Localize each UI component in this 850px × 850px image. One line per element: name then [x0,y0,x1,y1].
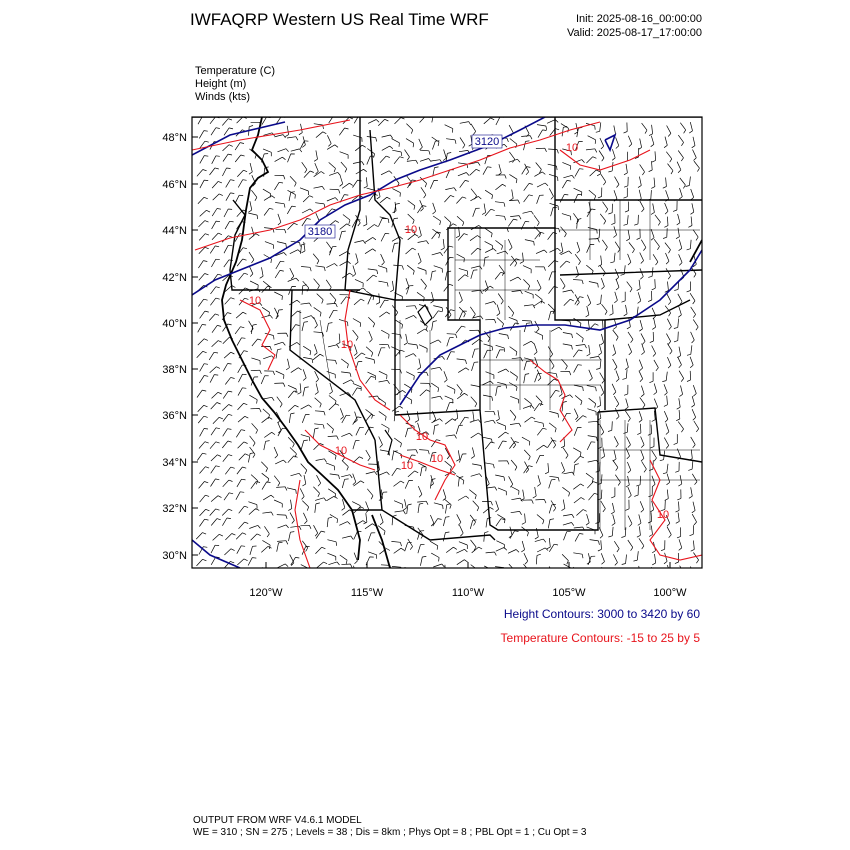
lat-tick-label: 48°N [162,132,187,144]
lat-tick-label: 30°N [162,550,187,562]
field-label-winds: Winds (kts) [195,91,250,103]
latitude-tick-labels [162,132,187,562]
lon-tick-label: 110°W [451,587,485,599]
temperature-contours [192,120,702,568]
height-contours [192,117,702,568]
map-frame [192,117,702,568]
temp-label: 10 [404,224,418,236]
temp-label: 10 [400,460,414,472]
temp-label: 10 [334,445,348,457]
temperature-contours-legend: Temperature Contours: -15 to 25 by 5 [500,631,700,645]
valid-time: Valid: 2025-08-17_17:00:00 [567,27,702,39]
field-label-height: Height (m) [195,78,247,90]
temp-label: 10 [248,295,262,307]
height-label-3120: 3120 [474,136,500,148]
lat-tick-label: 36°N [162,410,187,422]
init-time: Init: 2025-08-16_00:00:00 [576,13,702,25]
model-footer-line2: WE = 310 ; SN = 275 ; Levels = 38 ; Dis = 8km ; Phys Opt = 8 ; PBL Opt = 1 ; Cu Opt = 3 [193,827,587,838]
field-label-temperature: Temperature (C) [195,65,276,77]
lat-tick-label: 38°N [162,364,187,376]
lat-tick-label: 34°N [162,457,187,469]
temp-label: 10 [430,453,444,465]
lat-tick-label: 42°N [162,272,187,284]
lon-tick-label: 120°W [249,587,283,599]
model-footer-line1: OUTPUT FROM WRF V4.6.1 MODEL [193,815,362,826]
lat-tick-label: 44°N [162,225,187,237]
temp-label: 10 [415,431,429,443]
lon-tick-label: 105°W [552,587,586,599]
lat-tick-label: 46°N [162,179,187,191]
lat-tick-label: 40°N [162,318,187,330]
longitude-tick-labels [249,587,687,599]
wind-barbs [196,113,699,579]
height-label-3180: 3180 [307,226,333,238]
temperature-contour-labels [249,142,669,521]
lon-tick-label: 115°W [350,587,384,599]
lat-tick-label: 32°N [162,503,187,515]
temp-label: 10 [340,339,354,351]
lon-tick-label: 100°W [653,587,687,599]
wind-barb-field [196,113,699,579]
height-contours-legend: Height Contours: 3000 to 3420 by 60 [503,607,700,621]
height-contour-labels [305,135,502,238]
page-title: IWFAQRP Western US Real Time WRF [190,10,489,29]
temp-label: 10 [565,142,579,154]
temp-label: 10 [656,509,670,521]
